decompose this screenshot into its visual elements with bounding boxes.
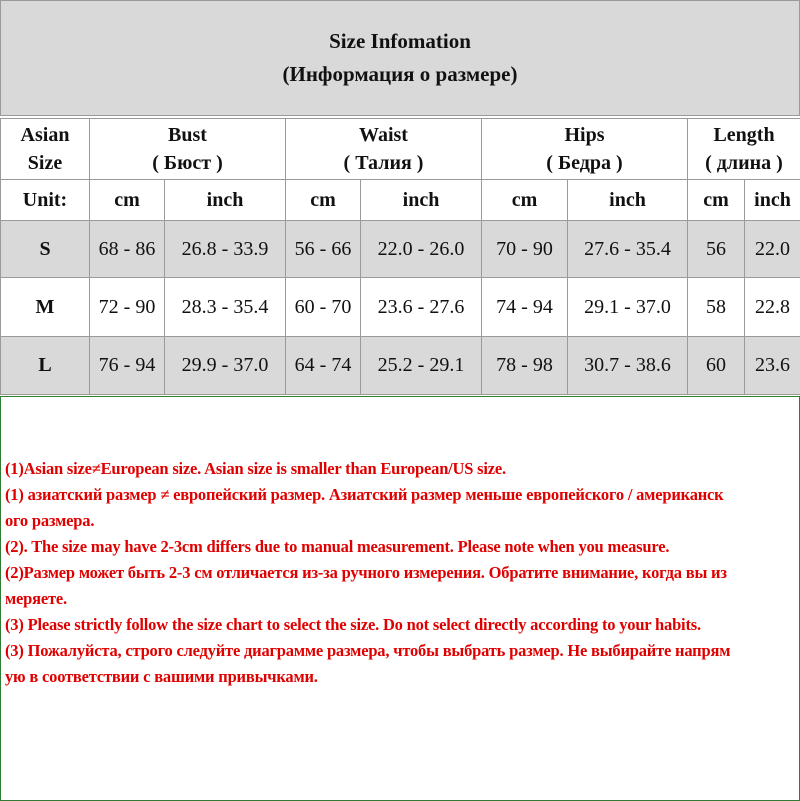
table-cell: 76 - 94	[90, 337, 165, 395]
note-line: (2)Размер может быть 2-3 см отличается из-за ручного измерения. Обратите внимание, когда вы из	[5, 560, 800, 586]
header-hips	[482, 119, 688, 180]
note-line: (2). The size may have 2-3cm differs due to manual measurement. Please note when you measure.	[5, 534, 800, 560]
header-bust	[90, 119, 286, 180]
note-line: (3) Please strictly follow the size chart to select the size. Do not select directly according to your habits.	[5, 612, 800, 638]
note-line: (1)Asian size≠European size. Asian size is smaller than European/US size.	[5, 456, 800, 482]
unit-cell: cm	[286, 180, 361, 221]
table-header-row	[1, 119, 800, 180]
table-cell: 29.9 - 37.0	[165, 337, 286, 395]
table-cell: 25.2 - 29.1	[361, 337, 482, 395]
note-line: меряете.	[5, 586, 800, 612]
table-cell: 30.7 - 38.6	[568, 337, 688, 395]
table-cell: 64 - 74	[286, 337, 361, 395]
size-cell: L	[1, 337, 90, 395]
table-cell: 29.1 - 37.0	[568, 278, 688, 337]
table-cell: 26.8 - 33.9	[165, 221, 286, 278]
unit-cell: inch	[165, 180, 286, 221]
size-notes	[5, 456, 800, 690]
table-cell: 60	[688, 337, 745, 395]
table-cell: 22.0 - 26.0	[361, 221, 482, 278]
table-cell: 56	[688, 221, 745, 278]
unit-label: Unit:	[1, 180, 90, 221]
table-row-l	[1, 337, 800, 395]
header-length-line2: ( длина )	[688, 149, 800, 177]
table-cell: 56 - 66	[286, 221, 361, 278]
header-size-line2: Size	[1, 149, 89, 177]
table-cell: 23.6	[745, 337, 800, 395]
header-size	[1, 119, 90, 180]
note-line: (1) азиатский размер ≠ европейский размер. Азиатский размер меньше европейского / американск	[5, 482, 800, 508]
unit-cell: cm	[482, 180, 568, 221]
table-cell: 23.6 - 27.6	[361, 278, 482, 337]
note-line: ого размера.	[5, 508, 800, 534]
table-cell: 68 - 86	[90, 221, 165, 278]
table-row-m	[1, 278, 800, 337]
title-russian: (Информация о размере)	[283, 58, 518, 91]
note-line: (3) Пожалуйста, строго следуйте диаграмме размера, чтобы выбрать размер. Не выбирайте напрям	[5, 638, 800, 664]
table-cell: 22.0	[745, 221, 800, 278]
note-line: ую в соответствии с вашими привычками.	[5, 664, 800, 690]
table-cell: 28.3 - 35.4	[165, 278, 286, 337]
header-bust-line2: ( Бюст )	[90, 149, 285, 177]
unit-cell: inch	[745, 180, 800, 221]
header-length	[688, 119, 800, 180]
table-cell: 70 - 90	[482, 221, 568, 278]
table-cell: 60 - 70	[286, 278, 361, 337]
unit-cell: inch	[361, 180, 482, 221]
header-waist-line2: ( Талия )	[286, 149, 481, 177]
header-bust-line1: Bust	[90, 121, 285, 149]
table-row-s	[1, 221, 800, 278]
table-cell: 78 - 98	[482, 337, 568, 395]
header-size-line1: Asian	[1, 121, 89, 149]
unit-cell: cm	[90, 180, 165, 221]
unit-row	[1, 180, 800, 221]
table-cell: 72 - 90	[90, 278, 165, 337]
header-length-line1: Length	[688, 121, 800, 149]
size-cell: M	[1, 278, 90, 337]
table-cell: 22.8	[745, 278, 800, 337]
header-waist-line1: Waist	[286, 121, 481, 149]
title-banner	[0, 0, 800, 116]
header-hips-line2: ( Бедра )	[482, 149, 687, 177]
size-cell: S	[1, 221, 90, 278]
unit-cell: inch	[568, 180, 688, 221]
table-cell: 58	[688, 278, 745, 337]
table-cell: 74 - 94	[482, 278, 568, 337]
header-waist	[286, 119, 482, 180]
title-english: Size Infomation	[329, 25, 471, 58]
header-hips-line1: Hips	[482, 121, 687, 149]
size-table	[0, 118, 800, 395]
table-cell: 27.6 - 35.4	[568, 221, 688, 278]
unit-cell: cm	[688, 180, 745, 221]
